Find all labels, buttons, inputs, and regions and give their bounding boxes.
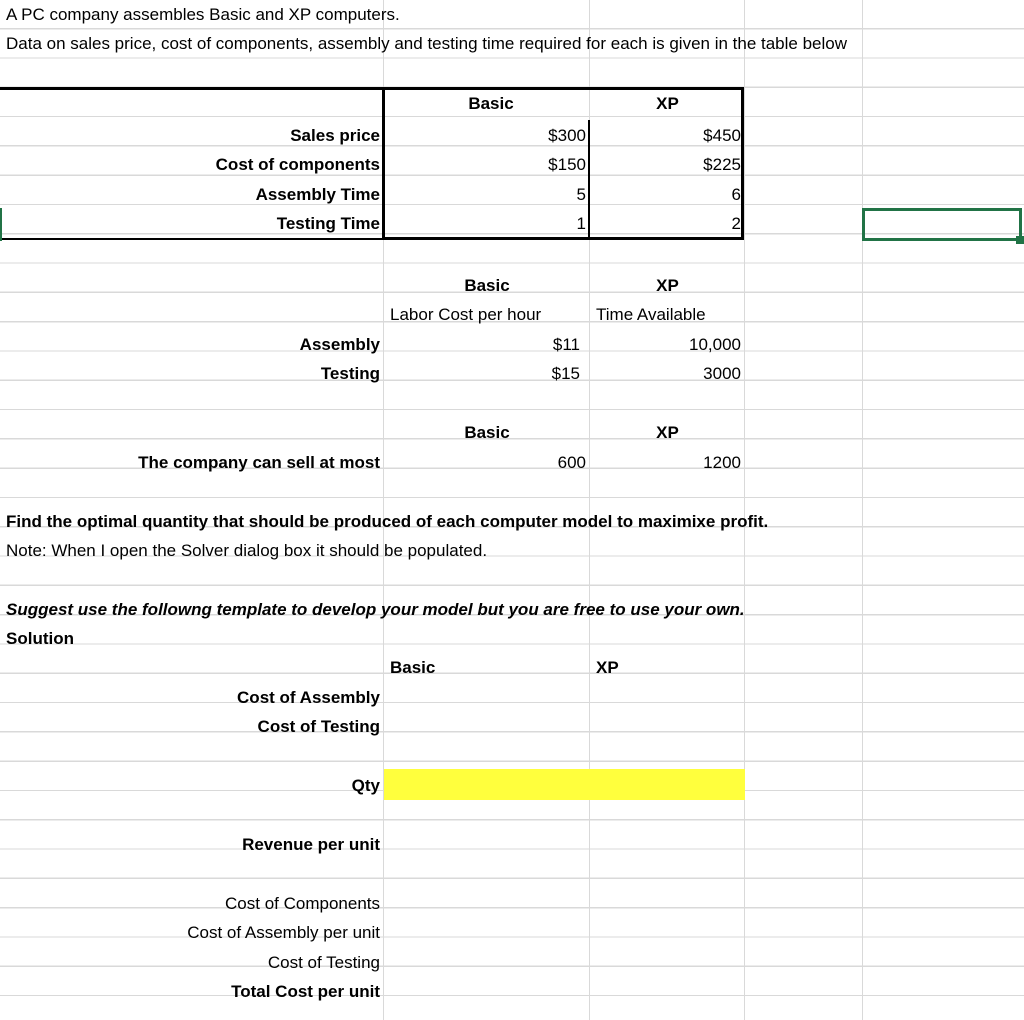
table1-col-xp[interactable]: XP — [656, 94, 679, 113]
table1-xp-value[interactable]: 2 — [731, 214, 741, 233]
solution-row — [0, 712, 1024, 741]
table1-basic-value[interactable]: $300 — [548, 126, 586, 145]
table2-col-basic[interactable]: Basic — [464, 276, 510, 295]
solution-row — [0, 918, 1024, 947]
table2-basic-value[interactable]: $15 — [551, 364, 580, 383]
qty-label[interactable]: Qty — [351, 776, 380, 795]
table3-basic-value[interactable]: 600 — [557, 453, 586, 472]
solution-title-row — [0, 624, 1024, 653]
task-line-2[interactable]: Note: When I open the Solver dialog box it should be populated. — [6, 541, 488, 560]
table2-col-xp[interactable]: XP — [656, 276, 679, 295]
solution-col-basic[interactable]: Basic — [390, 658, 436, 677]
solution-title[interactable]: Solution — [6, 629, 74, 648]
table1-basic-value[interactable]: $150 — [548, 155, 586, 174]
table1-row — [0, 180, 1024, 209]
table2-xp-value[interactable]: 10,000 — [689, 335, 741, 354]
table1-row — [0, 150, 1024, 179]
table2-xp-value[interactable]: 3000 — [703, 364, 741, 383]
cost-assembly-unit-label[interactable]: Cost of Assembly per unit — [187, 923, 380, 942]
table1-xp-value[interactable]: $450 — [703, 126, 741, 145]
table1-row — [0, 209, 1024, 238]
table3-row — [0, 448, 1024, 477]
cost-components-label[interactable]: Cost of Components — [225, 894, 380, 913]
solution-row — [0, 889, 1024, 918]
solution-row — [0, 830, 1024, 859]
table2-header — [0, 271, 1024, 300]
table1-label[interactable]: Sales price — [290, 126, 380, 145]
cost-assembly-label[interactable]: Cost of Assembly — [237, 688, 380, 707]
table3-xp-value[interactable]: 1200 — [703, 453, 741, 472]
suggest-row — [0, 595, 1024, 624]
table2-label[interactable]: Assembly — [299, 335, 380, 354]
suggest-text[interactable]: Suggest use the followng template to develop your model but you are free to use your own. — [6, 600, 745, 619]
table1-label[interactable]: Assembly Time — [255, 185, 380, 204]
table1-header — [0, 89, 1024, 118]
intro-row-1 — [0, 0, 1024, 29]
table2-basic-value[interactable]: $11 — [552, 335, 580, 354]
intro-row-2 — [0, 29, 1024, 58]
table1-xp-value[interactable]: 6 — [731, 185, 741, 204]
cost-testing-label[interactable]: Cost of Testing — [257, 717, 380, 736]
table3-label[interactable]: The company can sell at most — [138, 453, 380, 472]
cost-testing-unit-label[interactable]: Cost of Testing — [267, 953, 380, 972]
task-line-1[interactable]: Find the optimal quantity that should be produced of each computer model to maximixe profit. — [6, 512, 769, 531]
table1-xp-value[interactable]: $225 — [703, 155, 741, 174]
solution-row — [0, 948, 1024, 977]
table2-sub-xp[interactable]: Time Available — [596, 305, 706, 324]
table2-row — [0, 359, 1024, 388]
revenue-label[interactable]: Revenue per unit — [242, 835, 380, 854]
table1-col-basic[interactable]: Basic — [468, 94, 514, 113]
intro-line-2[interactable]: Data on sales price, cost of components, assembly and testing time required for each is given in the table below — [6, 34, 848, 53]
table2-sub-basic[interactable]: Labor Cost per hour — [390, 305, 542, 324]
table1-basic-value[interactable]: 5 — [576, 185, 586, 204]
table3-col-xp[interactable]: XP — [656, 423, 679, 442]
table1-label[interactable]: Cost of components — [215, 155, 380, 174]
task-row-2 — [0, 536, 1024, 565]
table1-label[interactable]: Testing Time — [276, 214, 380, 233]
table2-subheader — [0, 300, 1024, 329]
solution-header — [0, 653, 1024, 682]
task-row-1 — [0, 507, 1024, 536]
solution-col-xp[interactable]: XP — [596, 658, 619, 677]
table1-row — [0, 121, 1024, 150]
solution-row — [0, 771, 1024, 800]
table3-header — [0, 418, 1024, 447]
solution-row — [0, 683, 1024, 712]
intro-line-1[interactable]: A PC company assembles Basic and XP computers. — [6, 5, 400, 24]
total-cost-label[interactable]: Total Cost per unit — [231, 982, 380, 1001]
solution-row — [0, 977, 1024, 1006]
table3-col-basic[interactable]: Basic — [464, 423, 510, 442]
table2-row — [0, 330, 1024, 359]
table2-label[interactable]: Testing — [320, 364, 380, 383]
table1-basic-value[interactable]: 1 — [576, 214, 586, 233]
